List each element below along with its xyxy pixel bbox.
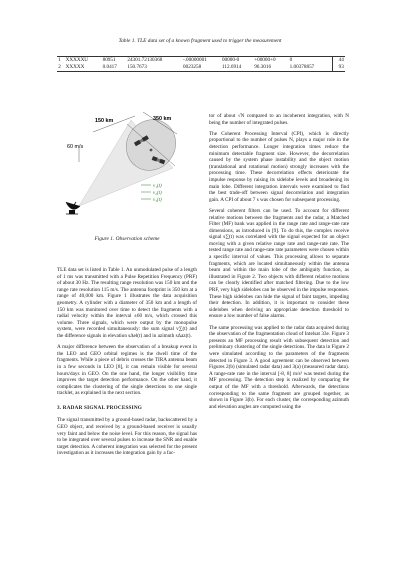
signal-label-1: v₁(t): [153, 184, 162, 189]
signal-label-3: v₃(t): [153, 198, 162, 203]
table-cell: 0.0417: [101, 64, 126, 72]
table-cell: 0: [288, 57, 328, 65]
table-cell: +00000+0: [253, 57, 288, 65]
tle-table: [57, 56, 345, 72]
table-cell: 24301.72130368: [126, 57, 182, 65]
paragraph: TLE data set is listed in Table 1. An unmodulated pulse of a length of 1 ms was transmitted with a Pulse Repetition Frequency (PRF) of about 30 Hz. The resulting range resolution was 150 km and the range rate resolution 115 m/s. The antenna footprint is 350 km at a range of 40,000 km. Figure 1 illustrates the data acquisition geometry. A cylinder with a diameter of 350 km and a length of 150 km was monitored over time to detect the fragments with a radial velocity within the interval ±60 m/s, which crossed this volume. Three signals, which were output by the monopulse system, were recorded simultaneously: the sum signal v∑(t) and the difference signals in elevation sΔel(t) and in azimuth sΔaz(t).: [57, 267, 197, 339]
table-cell: 1.00378857: [288, 64, 328, 72]
table-cell: 112.6914: [221, 64, 253, 72]
table-caption: Table 1. TLE data set of a known fragment used to trigger the measurement: [118, 38, 282, 44]
table-row: [57, 57, 345, 65]
paragraph: The signal transmitted by a ground-based radar, backscattered by a GEO object, and received by a ground-based receiver is usually very faint and below the noise level. For this reason, the signal has to be integrated over several pulses to increase the SNR and enable target detection. A coherent integration was selected for the present investigation as it increases the integration gain by a fac-: [57, 417, 197, 457]
table-cell: 2: [57, 64, 64, 72]
paragraph: The same processing was applied to the radar data acquired during the observation of the fragmentation cloud of Intelsat 33e. Figure 3 presents an MF processing result with subsequent detection and preliminary clustering of the single detections. The data in Figure 2 were simulated according to the parameters of the fragments detected in Figure 3. A good agreement can be observed between Figures 2(b) (simulated radar data) and 3(a) (measured radar data). A range-rate rate in the interval [-8, 8] m/s² was tested during the MF processing. The detection step is realized by comparing the output of the MF with a threshold. Afterwards, the detections corresponding to the same fragment are grouped together, as shown in Figure 3(b). For each cluster, the corresponding azimuth and elevation angles are computed using the: [209, 324, 349, 410]
table-cell: -.00000001: [182, 57, 221, 65]
paragraph: tor of about √N compared to an incoherent integration, with N being the number of integrated pulses.: [209, 113, 349, 126]
table-cell: 96.3016: [253, 64, 288, 72]
table-cell: 1: [57, 57, 64, 65]
figure-caption: Figure 1. Observation scheme: [94, 236, 160, 242]
paragraph: The Coherent Processing Interval (CPI), which is directly proportional to the number of pulses N, plays a major role in the detection performance. Longer integration times reduce the minimum detectable fragment size. However, the decorrelation caused by the system phase instability and the object motion (translational and rotational motion) strongly increases with the processing time. These decorrelation effects deteriorate the impulse response by raising its sidelobe levels and broadening its main lobe. Different integration intervals were examined to find the best trade-off between signal decorrelation and integration gain. A CPI of about 7 s was chosen for subsequent processing.: [209, 130, 349, 203]
section-heading: 3. RADAR SIGNAL PROCESSING: [57, 404, 143, 411]
radar-dish-icon: [66, 202, 80, 214]
right-column: [209, 113, 349, 415]
label-60ms: 60 m/s: [67, 144, 84, 150]
paragraph: A major difference between the observation of a breakup event in the LEO and GEO orbital regimes is the dwell time of the fragments. While a piece of debris crosses the TIRA antenna beam in a few seconds in LEO [8], it can remain visible for several hours/days in GEO. On the one hand, the longer visibility time improves the target detection performance. On the other hand, it complicates the clustering of the single detections to one single tracklet, as explained in the next section.: [57, 344, 197, 397]
signal-label-2: v₂(t): [153, 191, 162, 196]
table-row: [57, 64, 345, 72]
table-cell: 150.7673: [126, 64, 182, 72]
paragraph: Several coherent filters can be used. To account for different relative motions between the fragments and the radar, a Matched Filter (MF) bank was applied in the range rate and range-rate rate dimensions, as introduced in [9]. To do this, the complex receive signal s∑(t) was correlated with the signal expected for an object moving with a given relative range rate and range-rate rate. The tested range rate and range-rate rate parameters were chosen within a specific interval of values. This processing allows to separate fragments, which are located simultaneously within the antenna beam and within the main lobe of the ambiguity function, as illustrated in Figure 2. Two objects with different relative motions can be clearly identified after matched filtering. Due to the low PRF, very high sidelobes can be observed in the impulse responses. These high sidelobes can hide the signal of faint targets, impeding their detection. In addition, it is important to consider these sidelobes when deriving an appropriate detection threshold to ensure a low number of false alarms.: [209, 207, 349, 320]
left-column: [57, 267, 197, 462]
label-350km: 350 km: [153, 116, 172, 122]
table-cell: XXXXXU: [64, 57, 101, 65]
table-cell: 0023258: [182, 64, 221, 72]
observation-scheme-figure: [57, 108, 197, 223]
table-cell: 00000-0: [221, 57, 253, 65]
debris-dot: [150, 149, 153, 152]
table-cell: 80951: [101, 57, 126, 65]
table-cell: XXXXX: [64, 64, 101, 72]
table-cell: 93: [333, 64, 345, 72]
table-cell: 44: [333, 57, 345, 65]
label-150km: 150 km: [95, 118, 114, 124]
